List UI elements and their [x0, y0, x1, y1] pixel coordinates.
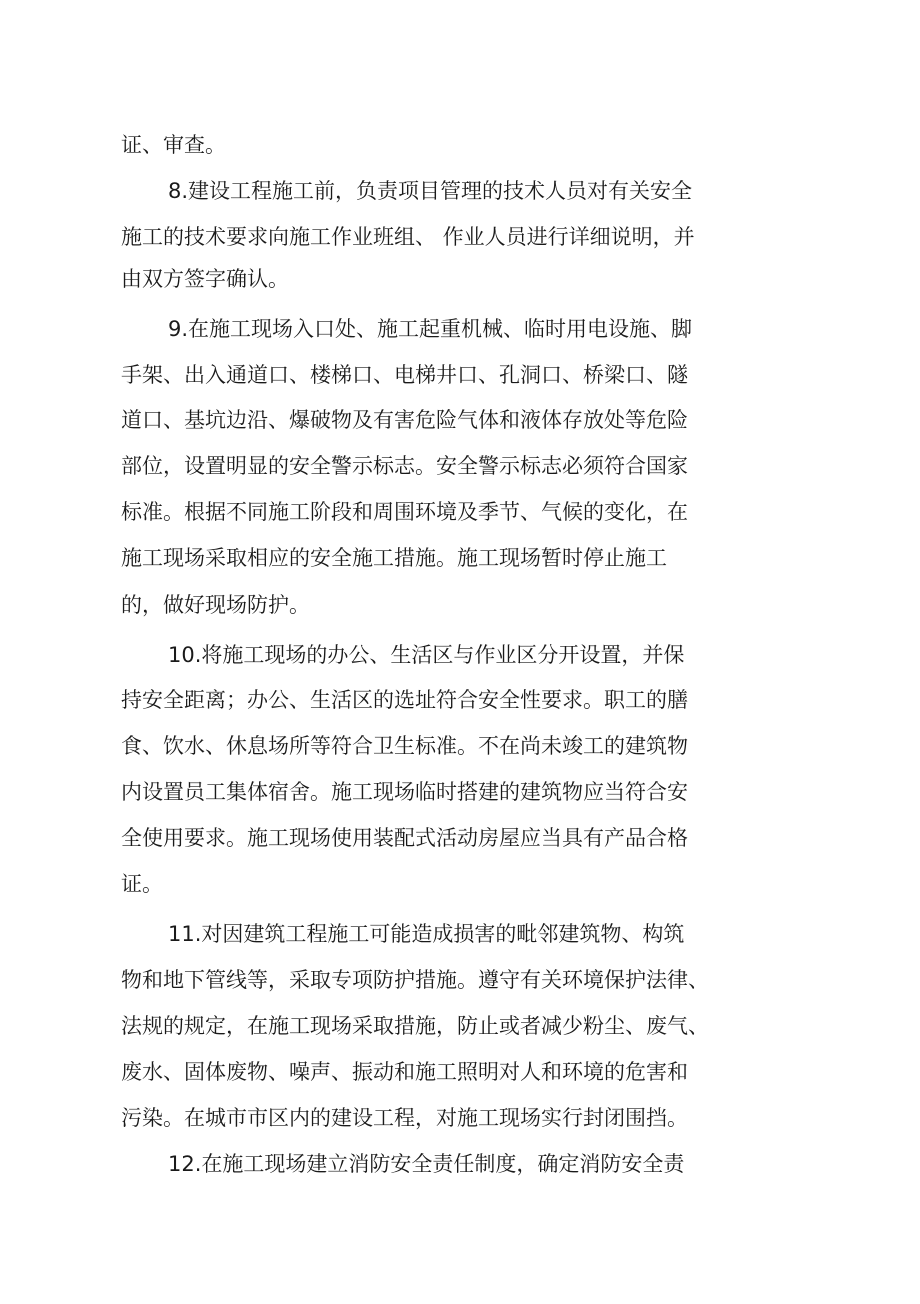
text-line: 证、审查。 [121, 133, 226, 157]
text-line: 施工的技术要求向施工作业班组、 作业人员进行详细说明，并 [121, 225, 695, 249]
text-line: 污染。在城市市区内的建设工程，对施工现场实行封闭围挡。 [121, 1106, 688, 1130]
text-line: 物和地下管线等，采取专项防护措施。遵守有关环境保护法律、 [121, 968, 709, 992]
paragraph-10-first-line: 10.将施工现场的办公、生活区与作业区分开设置，并保 [168, 643, 685, 667]
paragraph-9-first-line: 9.在施工现场入口处、施工起重机械、临时用电设施、脚 [168, 317, 693, 341]
paragraph-12-first-line: 12.在施工现场建立消防安全责任制度，确定消防安全责 [168, 1152, 685, 1176]
text-line: 内设置员工集体宿舍。施工现场临时搭建的建筑物应当符合安 [121, 780, 688, 804]
text-line: 证。 [121, 872, 163, 896]
text-line: 道口、基坑边沿、爆破物及有害危险气体和液体存放处等危险 [121, 408, 688, 432]
text-line: 食、饮水、休息场所等符合卫生标准。不在尚未竣工的建筑物 [121, 734, 688, 758]
text-line: 的，做好现场防护。 [121, 593, 310, 617]
paragraph-11-first-line: 11.对因建筑工程施工可能造成损害的毗邻建筑物、构筑 [168, 922, 685, 946]
text-line: 标准。根据不同施工阶段和周围环境及季节、气候的变化，在 [121, 500, 688, 524]
text-line: 废水、固体废物、噪声、振动和施工照明对人和环境的危害和 [121, 1060, 688, 1084]
text-line: 部位，设置明显的安全警示标志。安全警示标志必须符合国家 [121, 454, 688, 478]
text-line: 施工现场采取相应的安全施工措施。施工现场暂时停止施工 [121, 546, 667, 570]
paragraph-8-first-line: 8.建设工程施工前，负责项目管理的技术人员对有关安全 [168, 179, 693, 203]
text-line: 手架、出入通道口、楼梯口、电梯井口、孔洞口、桥梁口、隧 [121, 363, 688, 387]
text-line: 法规的规定，在施工现场采取措施，防止或者减少粉尘、废气、 [121, 1014, 709, 1038]
text-line: 由双方签字确认。 [121, 267, 289, 291]
text-line: 持安全距离；办公、生活区的选址符合安全性要求。职工的膳 [121, 688, 688, 712]
text-line: 全使用要求。施工现场使用装配式活动房屋应当具有产品合格 [121, 826, 688, 850]
